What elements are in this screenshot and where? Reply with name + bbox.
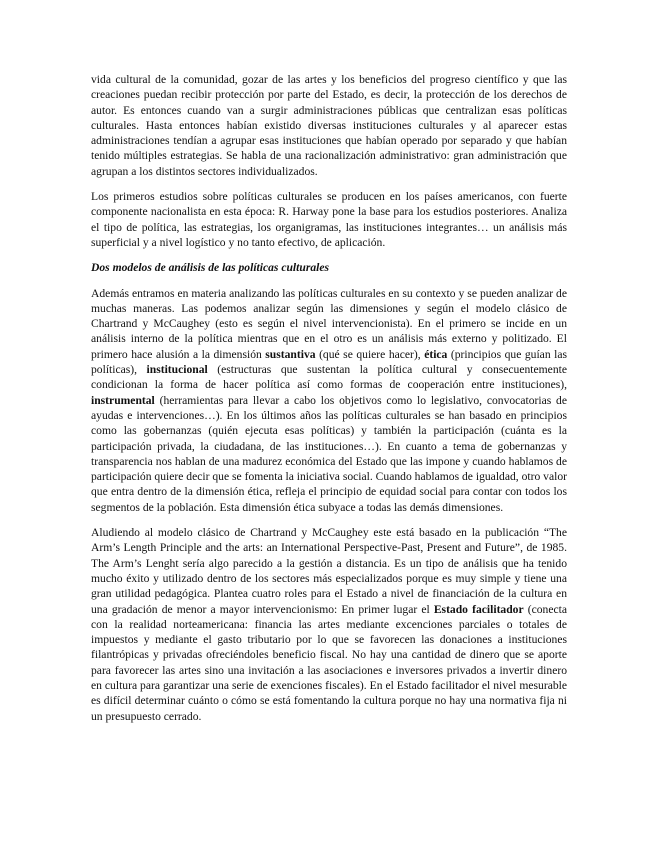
term-sustantiva: sustantiva	[265, 347, 316, 361]
paragraph-4	[91, 525, 567, 724]
term-estado-facilitador: Estado facilitador	[433, 602, 524, 616]
paragraph-3	[91, 286, 567, 515]
paragraph-3-text-3: (principios que guían las políticas),	[91, 347, 567, 377]
term-etica: ética	[424, 347, 448, 361]
paragraph-3-text-5: (herramientas para llevar a cabo los objetivos como lo legislativo, convocatorias de ayudas e intervenciones…). En los últimos años las políticas culturales se han basado en principios como las gobernanzas (quién ejecuta esas políticas) y también la participación (cuánta es la participación privada, la ciudadana, de las instituciones…). En cuanto a tema de gobernanzas y transparencia nos hablan de una madurez económica del Estado que las impone y cuando hablamos de participación quiere decir que se fomenta la iniciativa social. Cuando hablamos de igualdad, otro valor que entra dentro de la dimensión ética, refleja el principio de equidad social para contar con todos los segmentos de la población. Esta dimensión ética subyace a todas las demás dimensiones.	[91, 393, 567, 514]
paragraph-2: Los primeros estudios sobre políticas culturales se producen en los países americanos, con fuerte componente nacionalista en esta época: R. Harway pone la base para los estudios posteriores. Analiza el tipo de política, las estrategias, los organigramas, las instituciones integrantes… un análisis más superficial y a nivel logístico y no tanto efectivo, de aplicación.	[91, 190, 567, 249]
paragraph-1: vida cultural de la comunidad, gozar de las artes y los beneficios del progreso científico y que las creaciones puedan recibir protección por parte del Estado, es decir, la protección de los derechos de autor. Es entonces cuando van a surgir administraciones públicas que centralizan esas políticas culturales. Hasta entonces habían existido diversas instituciones culturales y al aparecer estas administraciones tendían a agrupar esas instituciones que habían operado por separado y que habían tenido múltiples estrategias. Se habla de una racionalización administrativo: gran administración que agrupan a los distintos sectores individualizados.	[91, 73, 567, 178]
section-heading: Dos modelos de análisis de las políticas culturales	[91, 261, 330, 275]
paragraph-3-text-2: (qué se quiere hacer),	[315, 347, 425, 361]
paragraph-4-text-1: Aludiendo al modelo clásico de Chartrand y McCaughey este está basado en la publicación “The Arm’s Length Principle and the arts: an International Perspective-Past, Present and Future”, de 1985. The Arm’s Lenght sería algo parecido a la gestión a distancia. Es un tipo de análisis que ha tenido mucho éxito y utilizado dentro de los sectores más especializados porque es muy simple y tiene una gran utilidad pedagógica. Plantea cuatro roles para el Estado a nivel de financiación de la cultura en una gradación de menor a mayor intervencionismo: En primer lugar el	[91, 526, 567, 616]
paragraph-3-text-1: Además entramos en materia analizando las políticas culturales en su contexto y se pueden analizar de muchas maneras. Las podemos analizar según las dimensiones y según el modelo clásico de Chartrand y McCaughey (esto es según el nivel intervencionista). En el primero se incide en un análisis interno de la política mientras que en el otro es un análisis más externo y politizado. El primero hace alusión a la dimensión	[91, 286, 567, 361]
document-page	[91, 72, 567, 734]
term-instrumental: instrumental	[91, 393, 155, 407]
paragraph-3-text-4: (estructuras que sustentan la política cultural y consecuentemente condicionan la forma de hacer política así como formas de cooperación entre instituciones),	[91, 363, 567, 392]
term-institucional: institucional	[146, 363, 208, 377]
paragraph-4-text-2: (conecta con la realidad norteamericana: financia las artes mediante excenciones parciales o totales de impuestos y mediante el gasto tributario por lo que se favorecen las donaciones a instituciones filantrópicas y privadas ofreciéndoles beneficio fiscal. No hay una cantidad de dinero que se aporte para favorecer las artes sino una invitación a las asociaciones e inversores privados a invertir dinero en cultura para garantizar una serie de exenciones fiscales). En el Estado facilitador el nivel mesurable es difícil determinar cuánto o cómo se está fomentando la cultura porque no hay una normativa fija ni un presupuesto cerrado.	[91, 602, 568, 723]
